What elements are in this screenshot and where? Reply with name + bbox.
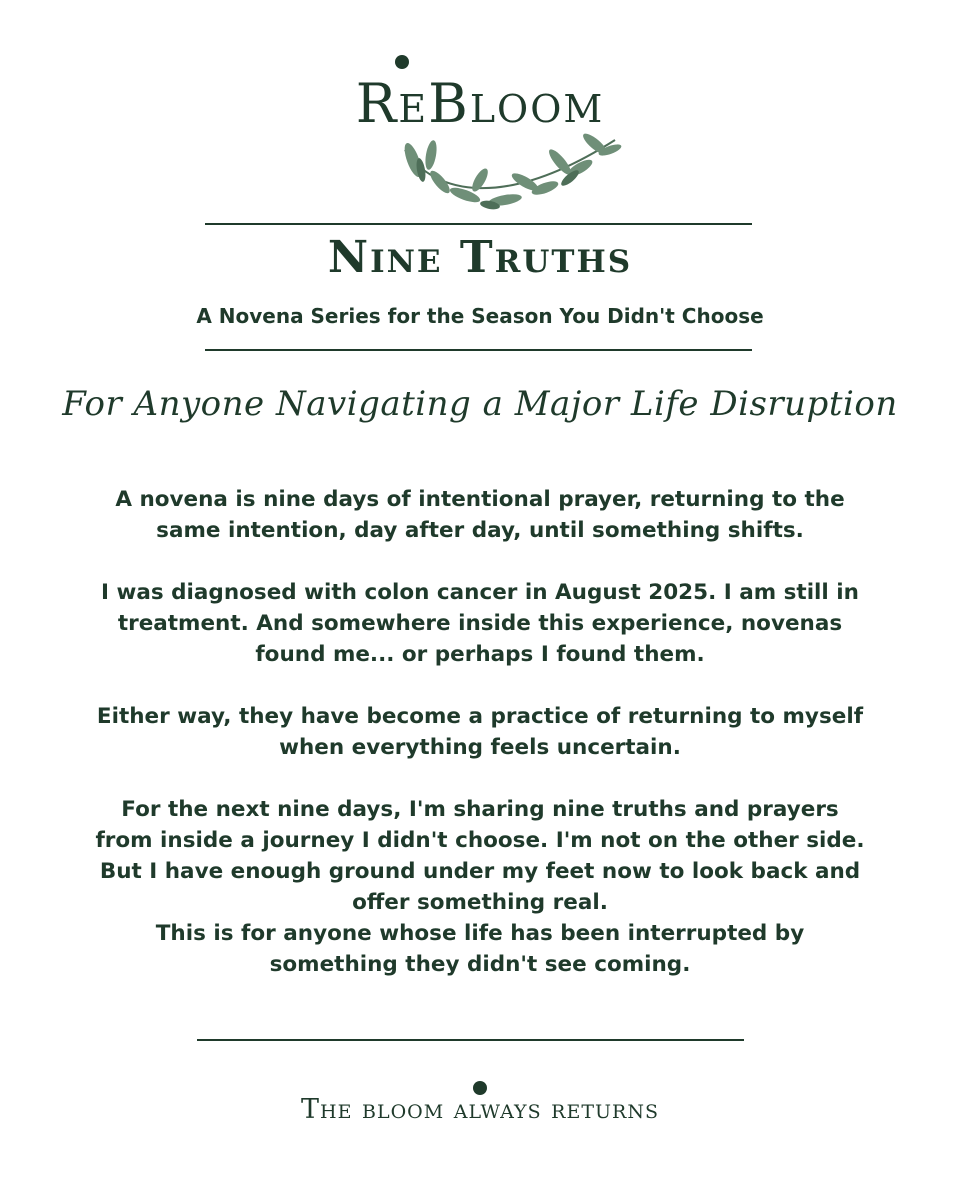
paragraph-audience: This is for anyone whose life has been interrupted by something they didn't see coming.: [155, 921, 805, 977]
logo-dot: [395, 55, 409, 69]
paragraph-novena-definition: A novena is nine days of intentional prayer, returning to the same intention, day after day, until something shifts.: [115, 487, 845, 543]
divider-bottom: [197, 1039, 744, 1041]
brand-logo-text: ReBloom: [355, 72, 605, 135]
divider-middle: [205, 349, 752, 351]
page-subtitle: A Novena Series for the Season You Didn't Choose: [196, 304, 764, 328]
olive-sprig-icon: [395, 120, 625, 215]
footer-motto: The bloom always returns: [301, 1094, 659, 1125]
script-tagline: For Anyone Navigating a Major Life Disruption: [62, 384, 898, 424]
footer-dot: [473, 1081, 487, 1095]
body-text: [95, 484, 865, 1011]
page-title: Nine Truths: [327, 232, 633, 283]
paragraph-nine-days: For the next nine days, I'm sharing nine truths and prayers from inside a journey I didn't choose. I'm not on the other side. But I have enough ground under my feet now to look back and offer something real.: [95, 797, 865, 915]
paragraph-diagnosis: I was diagnosed with colon cancer in August 2025. I am still in treatment. And somewhere inside this experience, novenas found me... or perhaps I found them.: [101, 580, 859, 667]
divider-top: [205, 223, 752, 225]
paragraph-practice: Either way, they have become a practice of returning to myself when everything feels uncertain.: [96, 704, 864, 760]
